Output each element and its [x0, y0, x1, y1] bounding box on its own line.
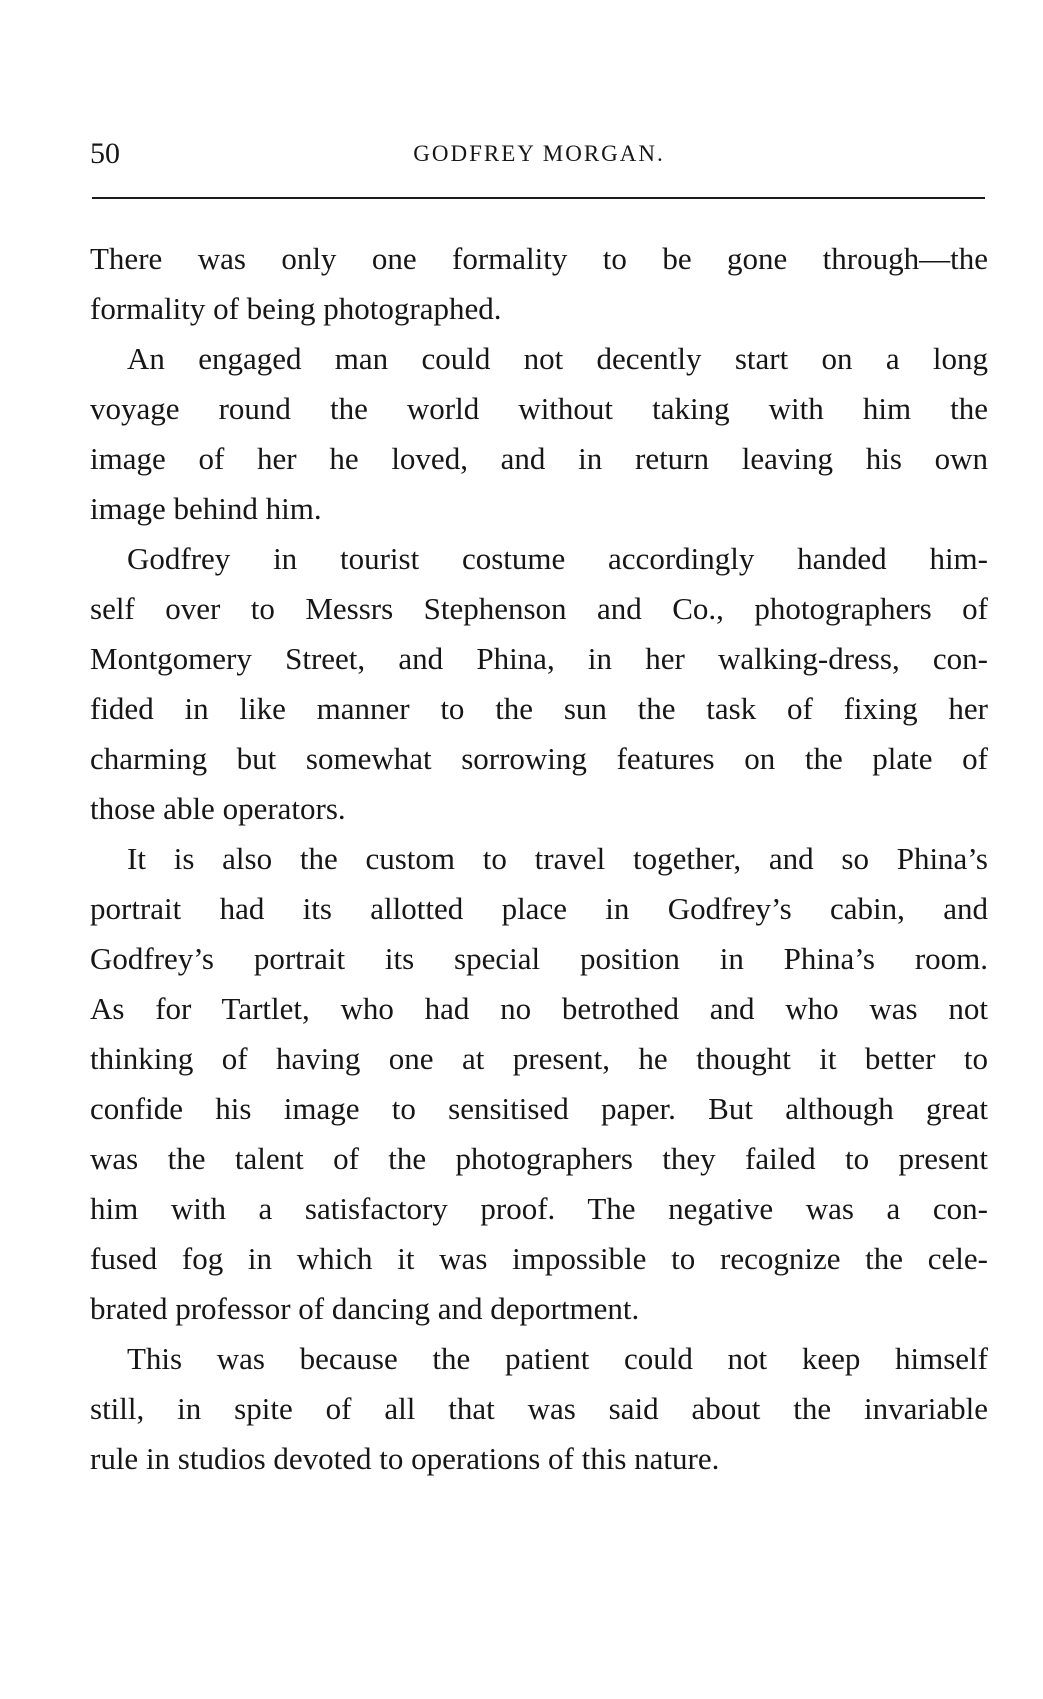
text-line: still, in spite of all that was said about the invariable — [90, 1391, 988, 1426]
paragraph — [90, 234, 988, 334]
text-line: image behind him. — [90, 491, 322, 526]
text-line: This was because the patient could not keep himself — [127, 1341, 988, 1376]
text-line: formality of being photographed. — [90, 291, 502, 326]
header-rule — [92, 197, 985, 199]
text-line: portrait had its allotted place in Godfrey’s cabin, and — [90, 891, 988, 926]
text-line: those able operators. — [90, 791, 346, 826]
text-line: was the talent of the photographers they failed to present — [90, 1141, 988, 1176]
text-line: An engaged man could not decently start on a long — [127, 341, 988, 376]
paragraph — [90, 334, 988, 534]
text-line: It is also the custom to travel together, and so Phina’s — [127, 841, 988, 876]
paragraph — [90, 534, 988, 834]
text-line: Montgomery Street, and Phina, in her walking-dress, con- — [90, 641, 988, 676]
text-line: self over to Messrs Stephenson and Co., photographers of — [90, 591, 988, 626]
text-line: brated professor of dancing and deportment. — [90, 1291, 640, 1326]
text-line: confide his image to sensitised paper. But although great — [90, 1091, 988, 1126]
text-line: As for Tartlet, who had no betrothed and who was not — [90, 991, 988, 1026]
text-line: Godfrey’s portrait its special position in Phina’s room. — [90, 941, 988, 976]
text-line: charming but somewhat sorrowing features on the plate of — [90, 741, 988, 776]
text-line: image of her he loved, and in return leaving his own — [90, 441, 988, 476]
running-head — [90, 136, 988, 172]
text-line: thinking of having one at present, he thought it better to — [90, 1041, 988, 1076]
page-number: 50 — [90, 137, 120, 170]
body-text — [90, 234, 988, 1484]
paragraph — [90, 834, 988, 1334]
text-line: fided in like manner to the sun the task of fixing her — [90, 691, 988, 726]
text-line: There was only one formality to be gone through—the — [90, 241, 988, 276]
paragraph — [90, 1334, 988, 1484]
text-line: rule in studios devoted to operations of this nature. — [90, 1441, 720, 1476]
text-line: voyage round the world without taking with him the — [90, 391, 988, 426]
text-line: him with a satisfactory proof. The negative was a con- — [90, 1191, 988, 1226]
text-line: Godfrey in tourist costume accordingly handed him- — [127, 541, 988, 576]
text-line: fused fog in which it was impossible to recognize the cele- — [90, 1241, 988, 1276]
running-title: GODFREY MORGAN. — [413, 141, 665, 166]
